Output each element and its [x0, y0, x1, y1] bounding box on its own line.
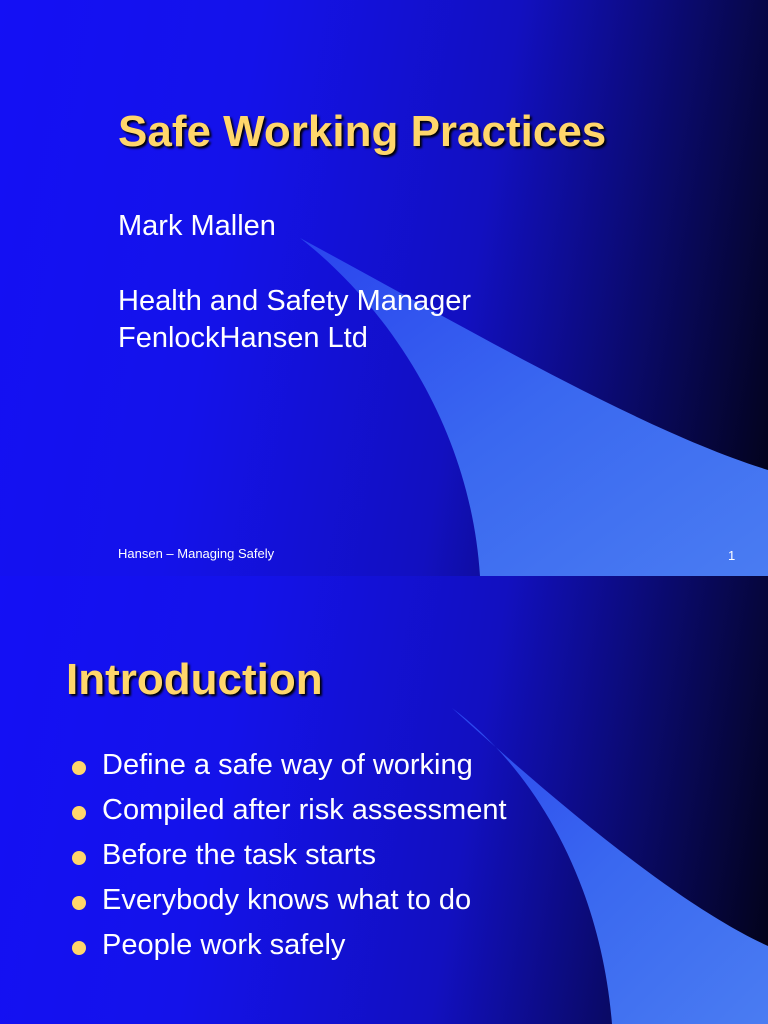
list-item	[72, 923, 507, 968]
page-number: 1	[728, 548, 736, 563]
list-item	[72, 743, 507, 788]
bullet-icon	[72, 851, 86, 865]
bullet-icon	[72, 896, 86, 910]
bullet-text: People work safely	[102, 929, 346, 961]
bullet-icon	[72, 761, 86, 775]
bullet-text: Compiled after risk assessment	[102, 794, 507, 826]
slide-title: Safe Working Practices	[118, 107, 607, 156]
bullet-icon	[72, 806, 86, 820]
bullet-text: Everybody knows what to do	[102, 884, 472, 916]
bullet-text: Before the task starts	[102, 839, 377, 871]
slide-title: Introduction	[66, 655, 323, 704]
author-name: Mark Mallen	[118, 210, 276, 242]
bullet-text: Define a safe way of working	[102, 749, 473, 781]
author-role	[118, 283, 471, 357]
bullet-list	[72, 743, 507, 968]
slide-2	[0, 576, 768, 1024]
role-line-1: Health and Safety Manager	[118, 285, 472, 317]
role-line-2: FenlockHansen Ltd	[118, 322, 368, 354]
bullet-icon	[72, 941, 86, 955]
slide-footer: Hansen – Managing Safely	[118, 546, 275, 561]
list-item	[72, 833, 507, 878]
list-item	[72, 788, 507, 833]
list-item	[72, 878, 507, 923]
